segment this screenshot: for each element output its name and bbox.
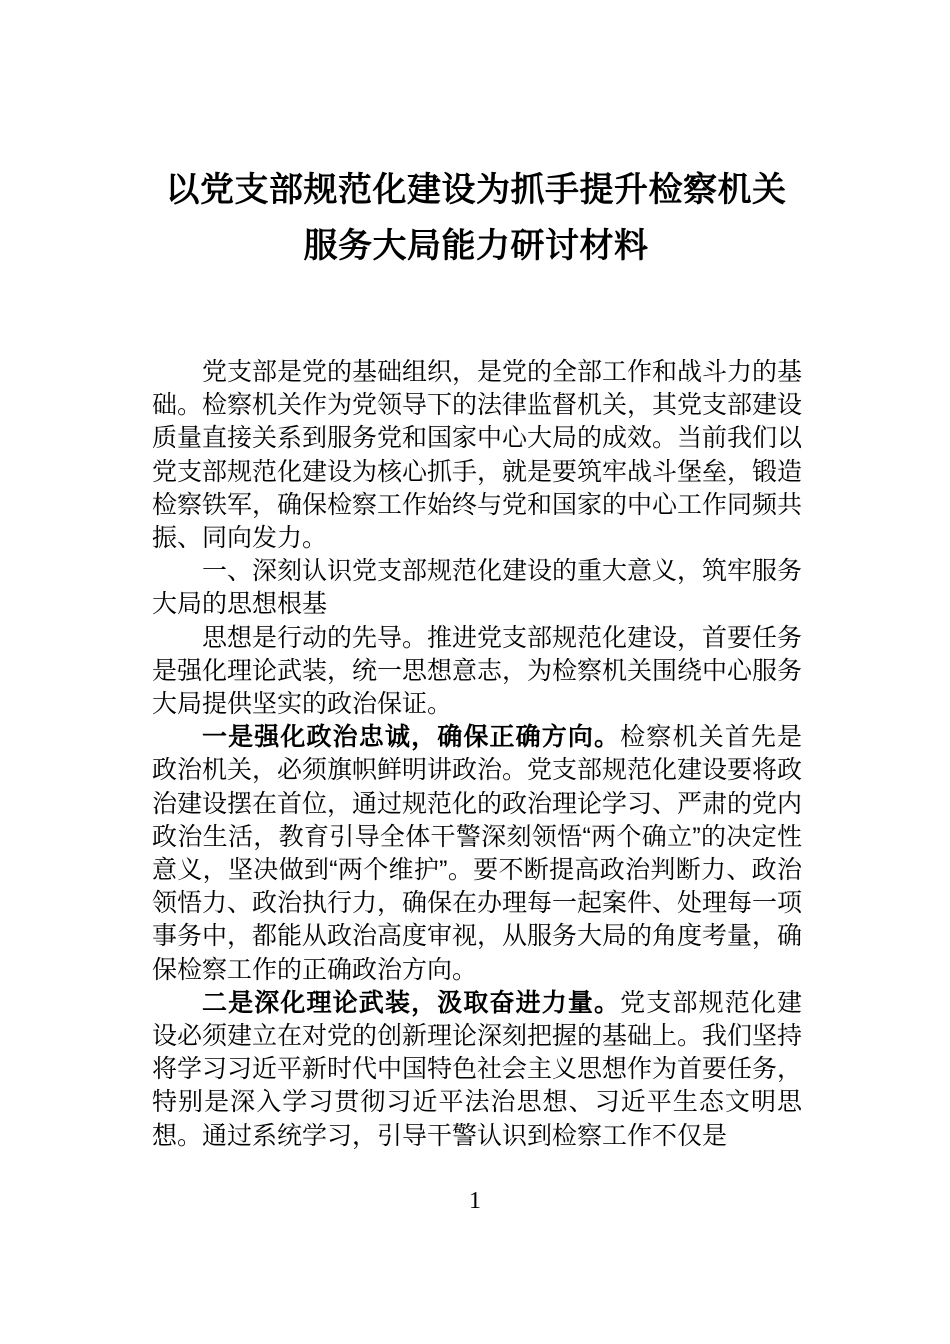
paragraph-2 <box>152 622 802 722</box>
paragraph-1 <box>152 356 802 555</box>
paragraph-3-text: 检察机关首先是政治机关，必须旗帜鲜明讲政治。党支部规范化建设要将政治建设摆在首位，通过规范化的政治理论学习、严肃的党内政治生活，教育引导全体干警深刻领悟“两个确立”的决定性意义，坚决做到“两个维护”。要不断提高政治判断力、政治领悟力、政治执行力，确保在办理每一起案件、处理每一项事务中，都能从政治高度审视，从服务大局的角度考量，确保检察工作的正确政治方向。 <box>152 723 803 984</box>
section-heading-1-text: 一、深刻认识党支部规范化建设的重大意义，筑牢服务大局的思想根基 <box>152 557 803 619</box>
paragraph-3 <box>152 721 802 987</box>
section-heading-1 <box>152 555 802 621</box>
title-line-2: 服务大局能力研讨材料 <box>303 227 649 265</box>
document-body <box>152 356 802 1153</box>
page-number: 1 <box>469 1188 481 1214</box>
paragraph-1-text: 党支部是党的基础组织，是党的全部工作和战斗力的基础。检察机关作为党领导下的法律监督机关，其党支部建设质量直接关系到服务党和国家中心大局的成效。当前我们以党支部规范化建设为核心抓手，就是要筑牢战斗堡垒，锻造检察铁军，确保检察工作始终与党和国家的中心工作同频共振、同向发力。 <box>152 358 803 553</box>
paragraph-2-text: 思想是行动的先导。推进党支部规范化建设，首要任务是强化理论武装，统一思想意志，为检察机关围绕中心服务大局提供坚实的政治保证。 <box>152 623 803 719</box>
paragraph-4-text: 党支部规范化建设必须建立在对党的创新理论深刻把握的基础上。我们坚持将学习习近平新时代中国特色社会主义思想作为首要任务，特别是深入学习贯彻习近平法治思想、习近平生态文明思想。通过系统学习，引导干警认识到检察工作不仅是 <box>152 988 803 1150</box>
paragraph-4 <box>152 987 802 1153</box>
paragraph-3-lead: 一是强化政治忠诚，确保正确方向。 <box>202 723 621 752</box>
title-line-1: 以党支部规范化建设为抓手提升检察机关 <box>165 171 787 209</box>
page-title <box>152 162 800 274</box>
paragraph-4-lead: 二是深化理论武装，汲取奋进力量。 <box>202 988 621 1017</box>
